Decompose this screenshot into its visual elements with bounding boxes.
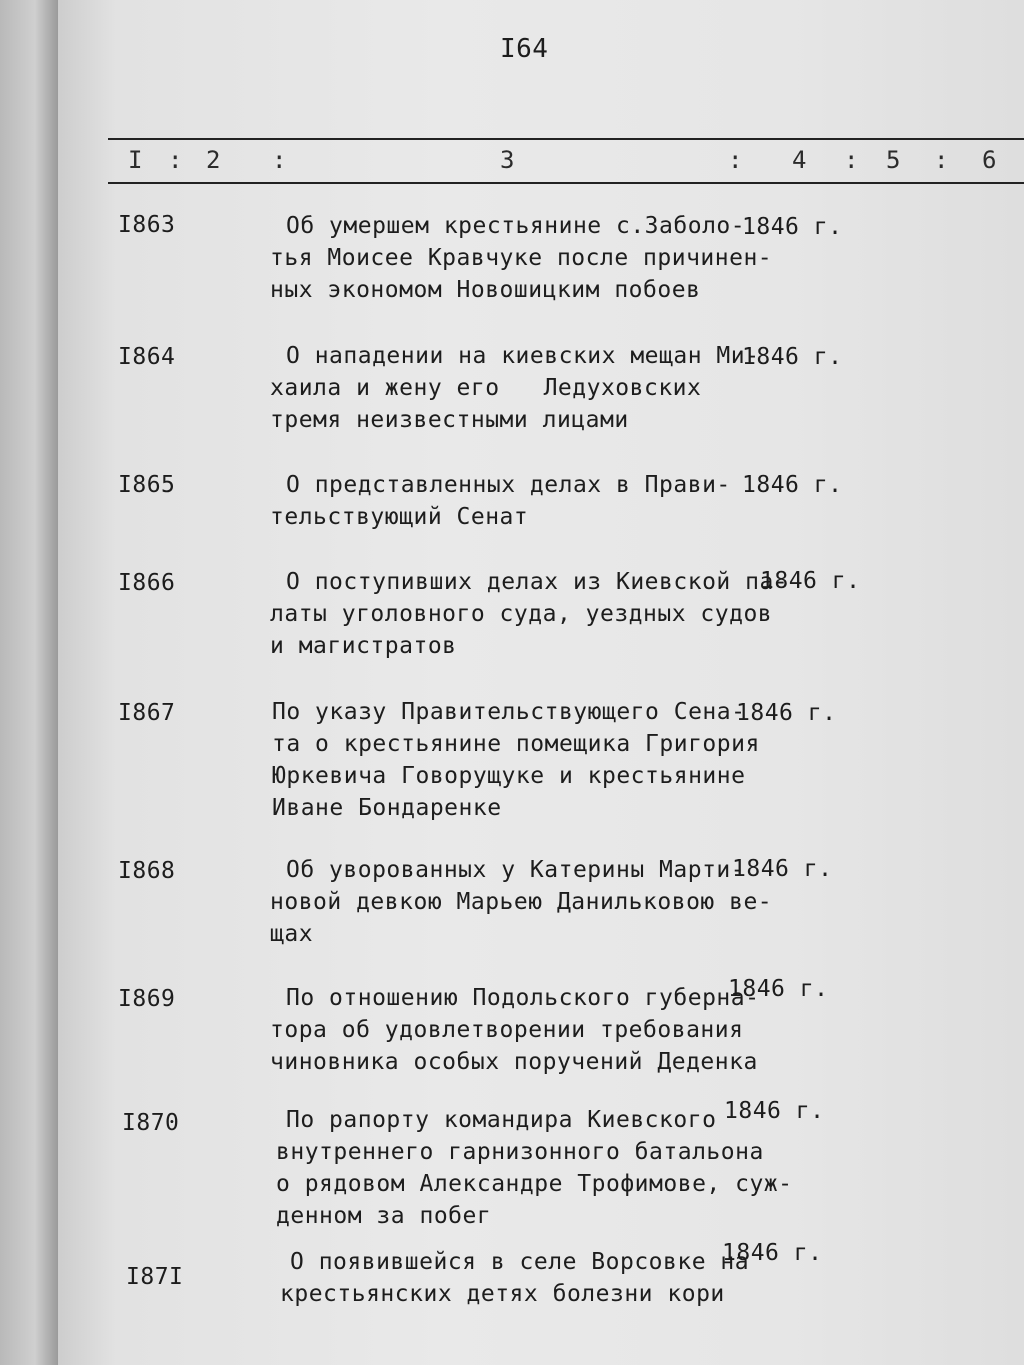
header-rule-top [108, 138, 1024, 140]
entry-number: I870 [122, 1110, 180, 1136]
adjacent-page-edge [0, 0, 58, 1365]
description-line: новой девкою Марьею Данильковою ве- [270, 889, 773, 915]
column-separator: : [272, 146, 287, 174]
entry-year: 1846 г. [742, 344, 843, 370]
entry-year: 1846 г. [742, 472, 843, 498]
entry-description [272, 696, 760, 824]
column-header-4: 4 [792, 146, 807, 174]
entry-number: I869 [118, 986, 176, 1012]
entry-description [270, 210, 773, 306]
entry-year: 1846 г. [742, 214, 843, 240]
column-separator: : [728, 146, 743, 174]
entry-description [270, 469, 731, 533]
description-line: О представленных делах в Прави- [286, 472, 731, 498]
entry-number: I865 [118, 472, 176, 498]
entry-number: I864 [118, 344, 176, 370]
description-line: крестьянских детях болезни кори [280, 1281, 725, 1307]
header-rule-bottom [108, 182, 1024, 184]
description-line: Об уворованных у Катерины Марти- [286, 857, 746, 883]
entry-description [270, 854, 773, 950]
entry-number: I87I [126, 1264, 184, 1290]
entry-year: 1846 г. [732, 856, 833, 882]
entry-year: 1846 г. [722, 1240, 823, 1266]
description-line: тельствующий Сенат [270, 504, 529, 530]
entry-description [270, 566, 789, 662]
description-line: чиновника особых поручений Деденка [270, 1049, 758, 1075]
entry-year: 1846 г. [736, 700, 837, 726]
page-number: I64 [500, 34, 549, 64]
column-separator: : [934, 146, 949, 174]
entry-description [270, 982, 760, 1078]
column-separator: : [168, 146, 183, 174]
entry-year: 1846 г. [728, 976, 829, 1002]
description-line: и магистратов [270, 633, 457, 659]
description-line: О появившейся в селе Ворсовке на [290, 1249, 750, 1275]
description-line: та о крестьянине помещика Григория [272, 731, 760, 757]
column-header-5: 5 [886, 146, 901, 174]
entry-description [276, 1104, 793, 1232]
column-separator: : [844, 146, 859, 174]
column-header-6: 6 [982, 146, 997, 174]
description-line: Об умершем крестьянине с.Заболо- [286, 213, 746, 239]
description-line: тремя неизвестными лицами [270, 407, 629, 433]
description-line: тора об удовлетворении требования [270, 1017, 744, 1043]
column-header-2: 2 [206, 146, 221, 174]
entry-number: I863 [118, 212, 176, 238]
entry-year: 1846 г. [724, 1098, 825, 1124]
description-line: щах [270, 921, 314, 947]
entry-number: I868 [118, 858, 176, 884]
entry-number: I866 [118, 570, 176, 596]
description-line: Иване Бондаренке [272, 795, 502, 821]
entry-number: I867 [118, 700, 176, 726]
description-line: денном за побег [276, 1203, 492, 1229]
description-fragment: хаила и жену его [270, 375, 500, 401]
description-fragment: Ледуховских [543, 375, 702, 401]
description-line: латы уголовного суда, уездных судов [270, 601, 773, 627]
description-line: По рапорту командира Киевского [286, 1107, 717, 1133]
column-header-3: 3 [500, 146, 515, 174]
column-header-1: I [128, 146, 143, 174]
entry-description [280, 1246, 750, 1310]
description-line: По отношению Подольского губерна- [286, 985, 760, 1011]
description-line: О нападении на киевских мещан Ми- [286, 343, 760, 369]
entry-description [270, 340, 760, 436]
description-line: о рядовом Александре Трофимове, суж- [276, 1171, 793, 1197]
description-line: ных экономом Новошицким побоев [270, 277, 701, 303]
description-line: тья Моисее Кравчуке после причинен- [270, 245, 773, 271]
description-line: О поступивших делах из Киевской па- [286, 569, 789, 595]
description-line [270, 372, 759, 404]
description-line: Юркевича Говорущуке и крестьянине [272, 763, 746, 789]
entry-year: 1846 г. [760, 568, 861, 594]
description-line: По указу Правительствующего Сена- [272, 699, 746, 725]
description-line: внутреннего гарнизонного батальона [276, 1139, 764, 1165]
